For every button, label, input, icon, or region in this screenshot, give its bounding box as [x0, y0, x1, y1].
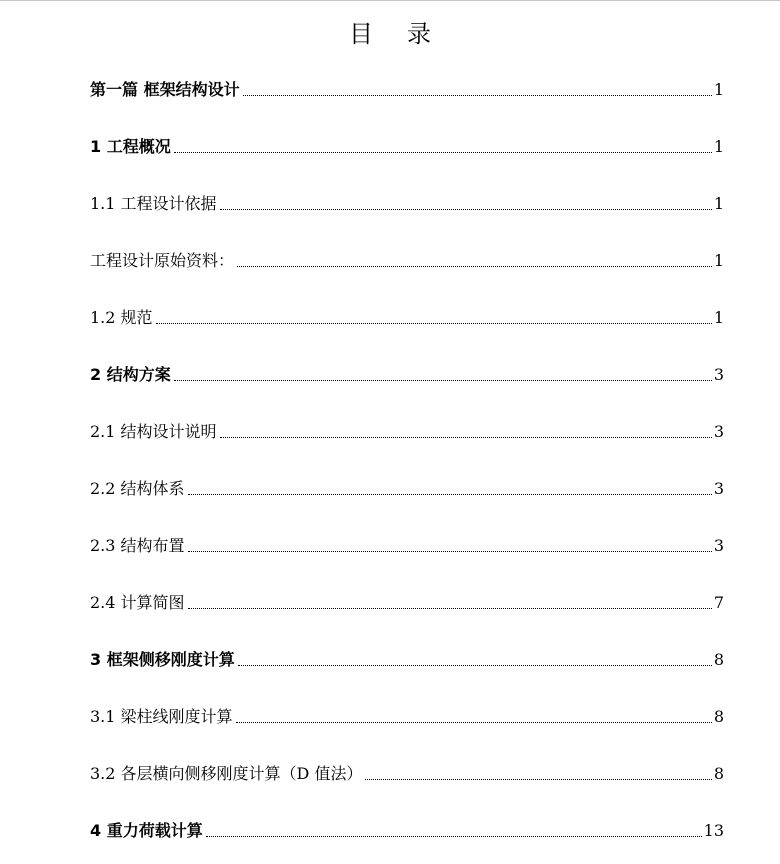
- toc-entry-label: 工程设计原始资料：: [90, 251, 235, 270]
- dot-leader: [243, 95, 712, 96]
- toc-entry-label: 3.2 各层横向侧移刚度计算（D 值法）: [90, 764, 363, 783]
- dot-leader: [236, 722, 712, 723]
- toc-entry-label: 4 重力荷载计算: [90, 821, 203, 840]
- toc-entry-page: 3: [713, 365, 724, 384]
- toc-entry-label: 3.1 梁柱线刚度计算: [90, 707, 233, 726]
- toc-entry-page: 3: [713, 422, 724, 441]
- toc-entry-page: 8: [713, 707, 724, 726]
- toc-entry-page: 3: [713, 479, 724, 498]
- dot-leader: [188, 608, 712, 609]
- toc-entry-label: 2.1 结构设计说明: [90, 422, 217, 441]
- toc-entry-page: 13: [703, 821, 724, 840]
- toc-entry[interactable]: [90, 556, 724, 613]
- toc-entry[interactable]: [90, 613, 724, 670]
- toc-entry[interactable]: [90, 784, 724, 841]
- dot-leader: [156, 323, 712, 324]
- toc-entry[interactable]: [90, 157, 724, 214]
- dot-leader: [206, 836, 702, 837]
- toc-entry-label: 3 框架侧移刚度计算: [90, 650, 235, 669]
- toc-entry-label: 2.3 结构布置: [90, 536, 185, 555]
- top-border-line: [0, 0, 780, 1]
- toc-entry[interactable]: [90, 670, 724, 727]
- toc-entry-label: 2.2 结构体系: [90, 479, 185, 498]
- toc-entry[interactable]: [90, 328, 724, 385]
- dot-leader: [188, 551, 712, 552]
- dot-leader: [237, 266, 712, 267]
- toc-entry-page: 1: [713, 80, 724, 99]
- toc-entry[interactable]: [90, 100, 724, 157]
- toc-entry-label: 第一篇 框架结构设计: [90, 80, 240, 99]
- toc-entry-label: 2 结构方案: [90, 365, 171, 384]
- dot-leader: [220, 437, 712, 438]
- toc-entry-label: 1.2 规范: [90, 308, 153, 327]
- toc-entry-label: 1 工程概况: [90, 137, 171, 156]
- toc-entry[interactable]: [90, 271, 724, 328]
- toc-entry-page: 3: [713, 536, 724, 555]
- dot-leader: [238, 665, 712, 666]
- table-of-contents: [90, 78, 724, 841]
- toc-entry-label: 1.1 工程设计依据: [90, 194, 217, 213]
- toc-entry[interactable]: [90, 385, 724, 442]
- dot-leader: [220, 209, 712, 210]
- toc-entry[interactable]: [90, 727, 724, 784]
- page-title: 目录: [349, 20, 465, 48]
- toc-entry-page: 7: [713, 593, 724, 612]
- toc-entry[interactable]: [90, 499, 724, 556]
- toc-entry-page: 8: [713, 764, 724, 783]
- dot-leader: [174, 152, 712, 153]
- toc-entry[interactable]: [90, 78, 724, 100]
- toc-entry[interactable]: [90, 214, 724, 271]
- toc-entry-label: 2.4 计算简图: [90, 593, 185, 612]
- toc-entry-page: 1: [713, 251, 724, 270]
- toc-entry-page: 1: [713, 137, 724, 156]
- toc-entry-page: 8: [713, 650, 724, 669]
- toc-entry[interactable]: [90, 442, 724, 499]
- dot-leader: [174, 380, 712, 381]
- toc-entry-page: 1: [713, 308, 724, 327]
- dot-leader: [365, 779, 711, 780]
- dot-leader: [188, 494, 712, 495]
- toc-entry-page: 1: [713, 194, 724, 213]
